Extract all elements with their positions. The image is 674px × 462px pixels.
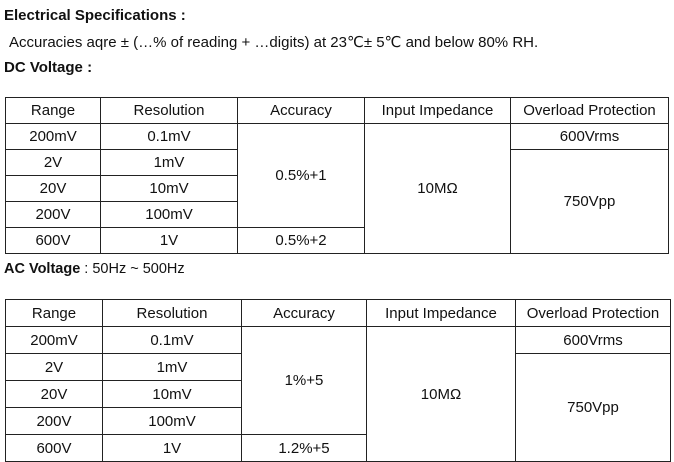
- range-cell: 2V: [6, 150, 101, 176]
- accuracy-cell: 0.5%+2: [238, 228, 365, 254]
- resolution-cell: 1V: [103, 435, 242, 462]
- table-row: [6, 124, 669, 150]
- accuracy-note: Accuracies aqre ± (…% of reading + …digits) at 23℃± 5℃ and below 80% RH.: [9, 34, 539, 51]
- column-header: Overload Protection: [511, 98, 669, 124]
- overload-cell: 600Vrms: [516, 327, 671, 354]
- range-cell: 200V: [6, 408, 103, 435]
- overload-cell: 750Vpp: [511, 150, 669, 254]
- overload-cell: 600Vrms: [511, 124, 669, 150]
- dc-voltage-table: [5, 97, 669, 254]
- resolution-cell: 1V: [101, 228, 238, 254]
- accuracy-cell: 1%+5: [242, 327, 367, 435]
- resolution-cell: 10mV: [103, 381, 242, 408]
- ac-voltage-table: [5, 299, 671, 462]
- column-header: Range: [6, 300, 103, 327]
- page-title: Electrical Specifications :: [4, 7, 186, 24]
- impedance-cell: 10MΩ: [367, 327, 516, 462]
- range-cell: 600V: [6, 228, 101, 254]
- column-header: Input Impedance: [367, 300, 516, 327]
- resolution-cell: 1mV: [101, 150, 238, 176]
- column-header: Accuracy: [242, 300, 367, 327]
- column-header: Resolution: [101, 98, 238, 124]
- resolution-cell: 10mV: [101, 176, 238, 202]
- range-cell: 200mV: [6, 327, 103, 354]
- column-header: Input Impedance: [365, 98, 511, 124]
- range-cell: 20V: [6, 176, 101, 202]
- range-cell: 200V: [6, 202, 101, 228]
- accuracy-cell: 0.5%+1: [238, 124, 365, 228]
- resolution-cell: 1mV: [103, 354, 242, 381]
- impedance-cell: 10MΩ: [365, 124, 511, 254]
- range-cell: 2V: [6, 354, 103, 381]
- ac-voltage-heading: [4, 261, 185, 277]
- column-header: Resolution: [103, 300, 242, 327]
- ac-voltage-title: AC Voltage: [4, 261, 81, 277]
- resolution-cell: 100mV: [101, 202, 238, 228]
- resolution-cell: 100mV: [103, 408, 242, 435]
- range-cell: 20V: [6, 381, 103, 408]
- range-cell: 200mV: [6, 124, 101, 150]
- accuracy-cell: 1.2%+5: [242, 435, 367, 462]
- range-cell: 600V: [6, 435, 103, 462]
- ac-frequency-range: : 50Hz ~ 500Hz: [80, 261, 185, 277]
- resolution-cell: 0.1mV: [103, 327, 242, 354]
- column-header: Range: [6, 98, 101, 124]
- column-header: Accuracy: [238, 98, 365, 124]
- overload-cell: 750Vpp: [516, 354, 671, 462]
- column-header: Overload Protection: [516, 300, 671, 327]
- resolution-cell: 0.1mV: [101, 124, 238, 150]
- table-header-row: [6, 98, 669, 124]
- table-header-row: [6, 300, 671, 327]
- table-row: [6, 327, 671, 354]
- dc-voltage-heading: DC Voltage :: [4, 59, 93, 76]
